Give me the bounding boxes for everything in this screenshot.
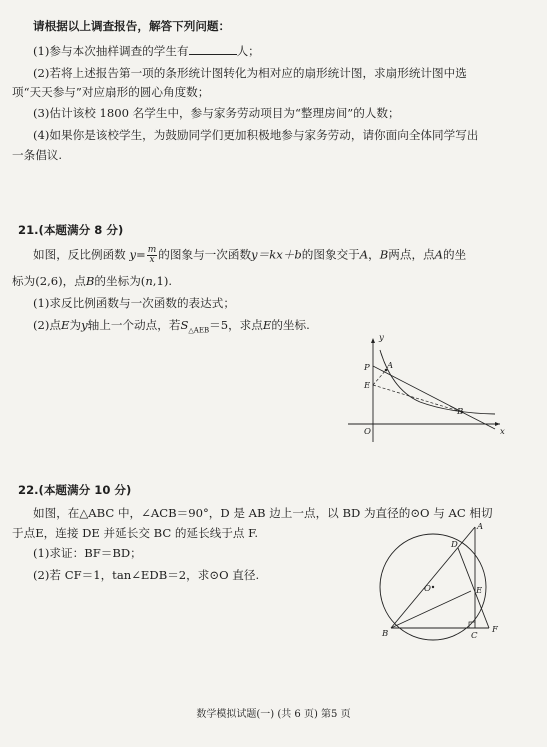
q22-stem-line1: 如图，在△ABC 中，∠ACB＝90°，D 是 AB 边上一点，以 BD 为直径的⊙O 与 AC 相切 xyxy=(33,506,493,520)
label-P: P xyxy=(364,363,370,373)
segment-DF xyxy=(458,548,489,628)
q22-part1: (1)求证：BF＝BD； xyxy=(33,546,142,560)
label-E: E xyxy=(476,586,483,596)
label-x: x xyxy=(500,427,505,437)
page-footer: 数学模拟试题(一) (共 6 页) 第5 页 xyxy=(196,709,351,720)
q20-part1: (1)参与本次抽样调查的学生有 人； xyxy=(33,44,260,58)
q20-part4-line1: (4)如果你是该校学生，为鼓励同学们更加积极地参与家务劳动，请你面向全体同学写出 xyxy=(33,128,479,142)
q21-part2: (2)点E为y轴上一个动点，若$S_{\triangle AEB}=5$，求点E的坐标. xyxy=(33,318,310,335)
q20-part2-line1: (2)若将上述报告第一项的条形统计图转化为相对应的扇形统计图，求扇形统计图中选 xyxy=(33,66,467,80)
answer-blank[interactable] xyxy=(189,43,237,55)
segment-AB xyxy=(391,527,475,628)
q20-part2-line2: 项“天天参与”对应扇形的圆心角度数； xyxy=(12,85,210,99)
label-F: F xyxy=(492,625,498,635)
segment-BE xyxy=(391,591,471,628)
label-D: D xyxy=(451,540,458,550)
q22-stem-line2: 于点E，连接 DE 并延长交 BC 的延长线于点 F. xyxy=(12,526,259,540)
q21-stem-line1: 如图，反比例函数 y= $\frac{m}{x}$ 的图象与一次函数y＝kx＋b的图象交于A，B两点，点A的坐 xyxy=(33,245,467,265)
q21-figure xyxy=(340,330,510,445)
label-B: B xyxy=(457,407,464,417)
label-E: E xyxy=(364,381,371,391)
label-B: B xyxy=(382,629,389,639)
label-A: A xyxy=(387,361,394,371)
q20-part4-line2: 一条倡议. xyxy=(12,148,63,162)
q21-heading: 21.(本题满分 8 分) xyxy=(18,223,124,237)
q22-part2: (2)若 CF＝1，tan∠EDB＝2，求⊙O 直径. xyxy=(33,568,260,582)
segment-EA xyxy=(373,370,386,385)
label-y: y xyxy=(379,333,384,343)
label-A: A xyxy=(477,522,484,532)
q21-stem-line2: 标为(2,6)，点B的坐标为(n,1). xyxy=(12,274,173,288)
q22-heading: 22.(本题满分 10 分) xyxy=(18,483,132,497)
q22-figure xyxy=(365,515,515,645)
q21-part1: (1)求反比例函数与一次函数的表达式； xyxy=(33,296,235,310)
intro: 请根据以上调查报告，解答下列问题： xyxy=(33,19,231,33)
q20-part3: (3)估计该校 1800 名学生中，参与家务劳动项目为“整理房间”的人数； xyxy=(33,106,400,120)
label-O: O xyxy=(424,584,431,594)
fraction-m-over-x: $\frac{m}{x}$ xyxy=(147,245,157,265)
line-through-A-B xyxy=(373,366,462,412)
label-C: C xyxy=(471,631,478,641)
label-O: O xyxy=(364,427,371,437)
